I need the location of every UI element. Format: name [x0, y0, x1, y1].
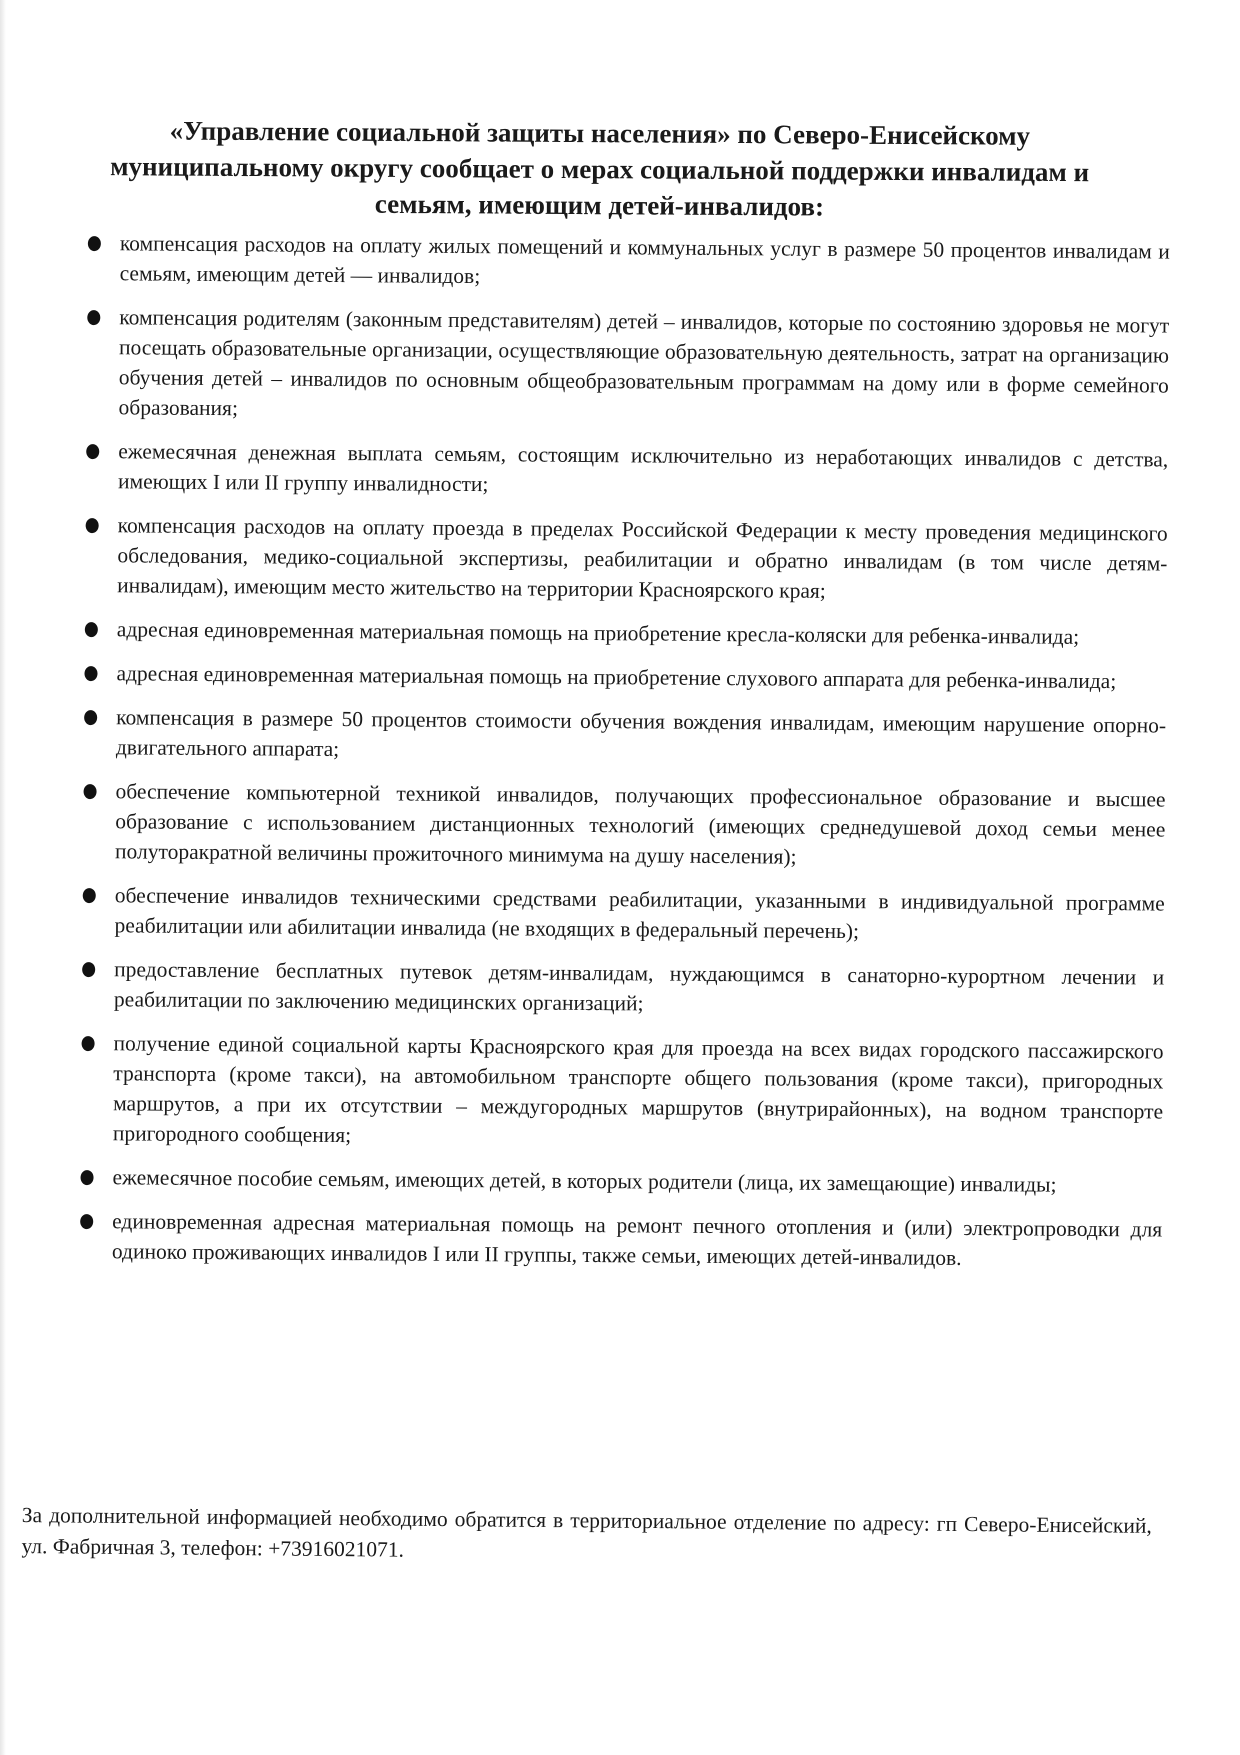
bullet-icon — [83, 888, 96, 903]
list-item — [79, 614, 1167, 653]
list-item-text: обеспечение компьютерной техникой инвалидов, получающих профессиональное образование и высшее образование с использованием дистанционных технологий (имеющих среднедушевой доход семьи менее полуторакратной величины прожиточного минимума на душу населения); — [115, 779, 1166, 869]
list-item-text: компенсация расходов на оплату жилых помещений и коммунальных услуг в размере 50 процентов инвалидам и семьям, имеющим детей — инвалидов; — [119, 231, 1170, 289]
list-item-text: компенсация в размере 50 процентов стоимости обучения вождения инвалидам, имеющим нарушение опорно-двигательного аппарата; — [115, 705, 1167, 762]
bullet-icon — [84, 666, 97, 681]
bullet-icon — [80, 1214, 93, 1229]
bullet-icon — [82, 1036, 95, 1051]
measures-list — [74, 228, 1182, 1289]
bullet-icon — [86, 518, 99, 533]
list-item — [79, 510, 1168, 609]
bullet-icon — [80, 1170, 93, 1185]
bullet-icon — [88, 236, 101, 251]
list-item-text: компенсация родителям (законным представителям) детей – инвалидов, которые по состоянию здоровья не могут посещать образовательные организации, осуществляющие образовательную деятельность, затрат на организацию обучения детей – инвалидов по основным общеобразовательным программам на дому или в форме семейного образования; — [118, 305, 1170, 421]
list-item — [74, 1162, 1162, 1201]
list-item — [76, 880, 1164, 949]
bullet-icon — [82, 962, 95, 977]
bullet-icon — [86, 444, 99, 459]
bullet-icon — [84, 710, 97, 725]
list-item — [80, 302, 1169, 431]
list-item-text: адресная единовременная материальная помощь на приобретение кресла-коляски для ребенка-инвалида; — [116, 617, 1080, 649]
list-item-text: получение единой социальной карты Красноярского края для проезда на всех видах городского пассажирского транспорта (кроме такси), на автомобильном транспорте общего пользования (кроме такси), пригородных маршрутов, а при их отсутствии – междугородных маршрутов (внутрирайонных), на водном транспорте пригородного сообщения; — [112, 1031, 1164, 1148]
list-item — [74, 1206, 1162, 1275]
list-item — [75, 1028, 1164, 1157]
list-item — [78, 702, 1166, 771]
list-item-text: адресная единовременная материальная помощь на приобретение слухового аппарата для ребенка-инвалида; — [116, 661, 1117, 694]
list-item-text: ежемесячное пособие семьям, имеющих детей, в которых родители (лица, их замещающие) инвалиды; — [112, 1165, 1057, 1197]
list-item-text: обеспечение инвалидов техническими средствами реабилитации, указанными в индивидуальной программе реабилитации или абилитации инвалида (не входящих в федеральный перечень); — [114, 883, 1165, 944]
bullet-icon — [85, 622, 98, 637]
list-item-text: ежемесячная денежная выплата семьям, состоящим исключительно из неработающих инвалидов с детства, имеющих I или II группу инвалидности; — [117, 439, 1169, 497]
document-title: «Управление социальной защиты населения» по Северо-Енисейскому муниципальному округу сообщает о мерах социальной поддержки инвалидам и семьям, имеющим детей-инвалидов: — [110, 115, 1090, 222]
list-item — [80, 436, 1168, 505]
list-item-text: единовременная адресная материальная помощь на ремонт печного отопления и (или) электропроводки для одиноко проживающих инвалидов I или II группы, также семьи, имеющих детей-инвалидов. — [111, 1209, 1163, 1270]
list-item-text: предоставление бесплатных путевок детям-инвалидам, нуждающимся в санаторно-курортном лечении и реабилитации по заключению медицинских организаций; — [113, 957, 1165, 1016]
list-item — [77, 776, 1166, 875]
contact-footer: За дополнительной информацией необходимо обратится в территориальное отделение по адресу: гп Северо-Енисейский, ул. Фабричная 3, телефон: +73916021071. — [21, 1502, 1152, 1562]
list-item — [78, 658, 1166, 697]
list-item-text: компенсация расходов на оплату проезда в пределах Российской Федерации к месту проведения медицинского обследования, медико-социальной экспертизы, реабилитации и обратно инвалидам (в том числе детям-инвалидам), имеющим место жительство на территории Красноярского края; — [117, 513, 1168, 603]
bullet-icon — [84, 784, 97, 799]
list-item — [76, 954, 1164, 1023]
scan-edge-shadow — [0, 0, 6, 1755]
list-item — [82, 228, 1170, 297]
bullet-icon — [87, 310, 100, 325]
